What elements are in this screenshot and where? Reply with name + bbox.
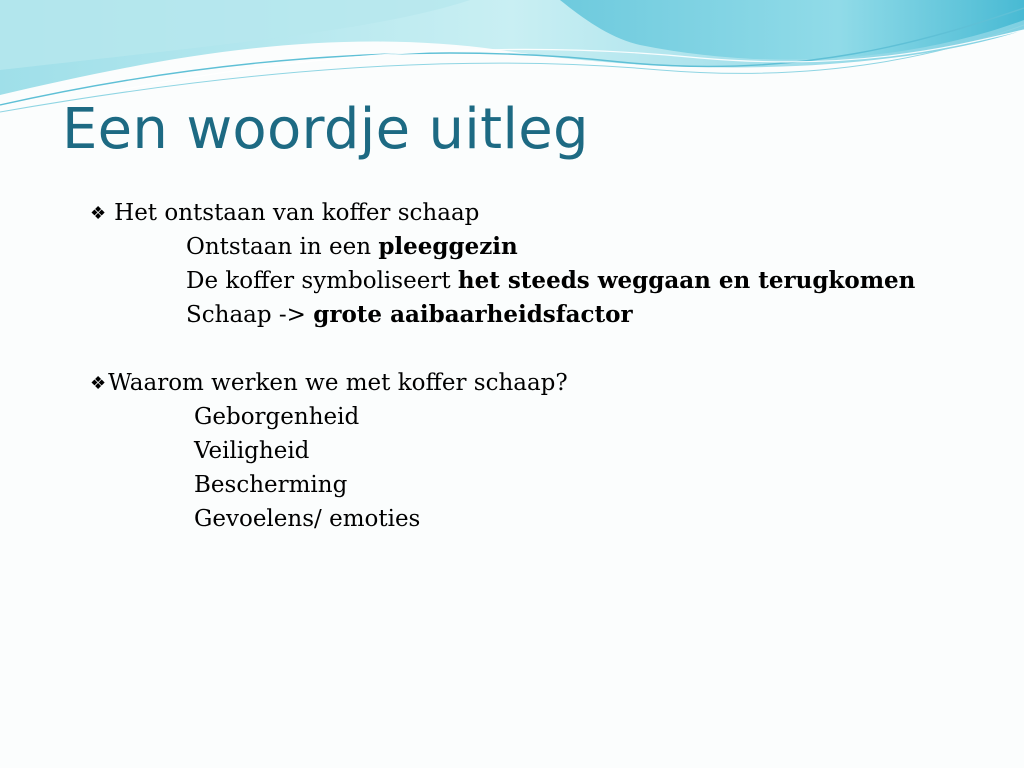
slide-content bbox=[90, 196, 915, 536]
diamond-bullet-icon: ❖ bbox=[90, 203, 107, 224]
bullet-heading: Het ontstaan van koffer schaap bbox=[114, 200, 480, 226]
bullet-item bbox=[90, 196, 915, 230]
spacer bbox=[90, 332, 915, 366]
slide-title: Een woordje uitleg bbox=[62, 97, 589, 162]
sub-line bbox=[90, 264, 915, 298]
sub-line bbox=[90, 230, 915, 264]
sub-line-text: De koffer symboliseert bbox=[186, 268, 458, 294]
diamond-bullet-icon: ❖ bbox=[90, 373, 107, 394]
sub-line bbox=[90, 298, 915, 332]
list-item: Veiligheid bbox=[194, 438, 310, 464]
sub-line-text: Ontstaan in een bbox=[186, 234, 379, 260]
bullet-item bbox=[90, 366, 915, 400]
bullet-heading: Waarom werken we met koffer schaap? bbox=[108, 370, 568, 396]
list-item: Geborgenheid bbox=[194, 404, 360, 430]
list-item: Gevoelens/ emoties bbox=[194, 506, 421, 532]
sub-line-bold: grote aaibaarheidsfactor bbox=[313, 301, 633, 328]
sub-line-bold: pleeggezin bbox=[378, 233, 518, 260]
list-item: Bescherming bbox=[194, 472, 348, 498]
sub-line-bold: het steeds weggaan en terugkomen bbox=[457, 267, 916, 294]
sub-line-text: Schaap -> bbox=[186, 302, 314, 328]
